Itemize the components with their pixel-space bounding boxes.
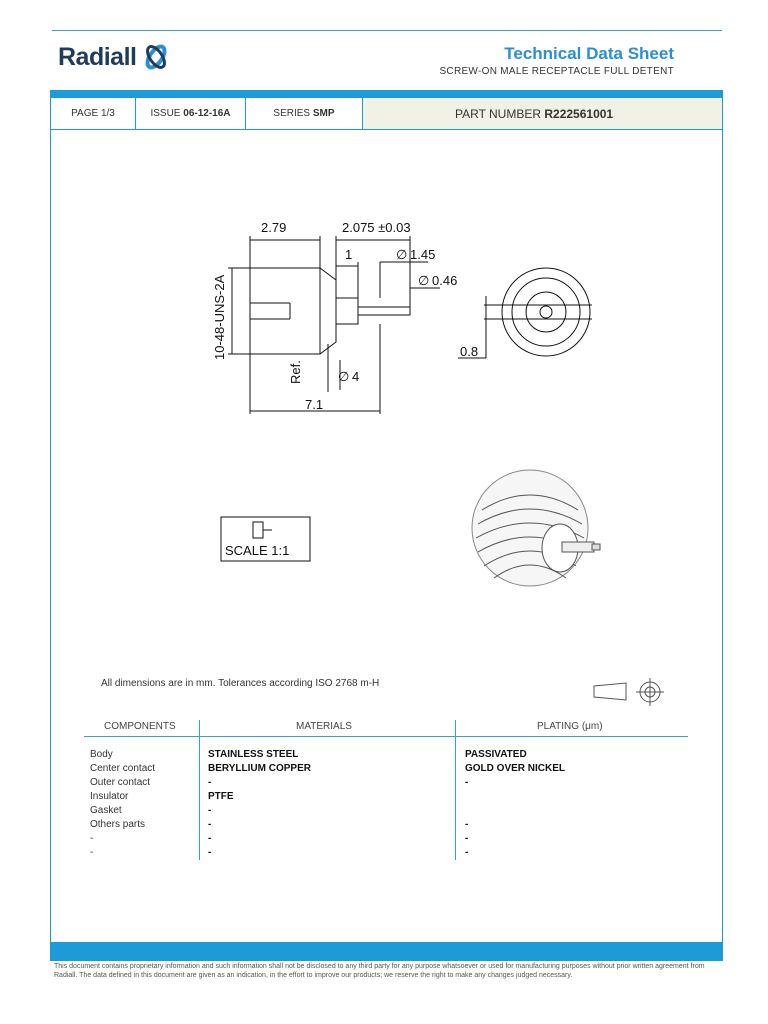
end-view-outer: [502, 268, 590, 356]
issue-value: 06-12-16A: [183, 108, 231, 119]
issue-label: ISSUE: [150, 108, 181, 119]
dim-2075: 2.075 ±0.03: [342, 220, 411, 235]
col-header-plating: PLATING (μm): [537, 721, 603, 732]
table-cell: -: [208, 833, 212, 844]
scale-icon: [253, 522, 263, 538]
table-cell: -: [208, 777, 212, 788]
end-view-pin: [540, 306, 552, 318]
table-cell: Center contact: [90, 763, 156, 774]
table-cell: PTFE: [208, 791, 234, 802]
dia-4: 4: [352, 369, 360, 384]
components-column: [90, 748, 155, 860]
legal-disclaimer: This document contains proprietary information and such information shall not be disclosed to any third party for any purpose whatsoever or used for manufacturing purposes without prior written agreement from Radiall. The data defined in this document are given as an indication, in the effort to improve our products; we reserve the right to make any changes judged necessary.: [54, 963, 705, 979]
thread-spec: 10-48-UNS-2A: [212, 274, 227, 360]
col-header-components: COMPONENTS: [104, 721, 176, 732]
table-cell: [465, 790, 565, 804]
table-cell: -: [208, 819, 212, 830]
table-cell: Body: [90, 749, 113, 760]
table-cell: -: [90, 847, 94, 858]
ref-label: Ref.: [288, 360, 303, 384]
center-pin: [358, 307, 410, 315]
body-chamfer: [320, 268, 336, 354]
document-title: Technical Data Sheet: [504, 44, 674, 63]
table-cell: Insulator: [90, 791, 129, 802]
table-divider-1: [199, 720, 200, 860]
page-label: PAGE: [71, 108, 99, 119]
dia-046: 0.46: [432, 273, 458, 288]
table-cell: -: [208, 805, 212, 816]
part-number-label: PART NUMBER: [455, 106, 542, 121]
part-number-value: R222561001: [544, 106, 614, 121]
table-cell: STAINLESS STEEL: [208, 749, 299, 760]
end-view-body: [512, 278, 580, 346]
col-header-materials: MATERIALS: [296, 721, 352, 732]
scale-label: SCALE 1:1: [225, 543, 290, 558]
table-cell: -: [465, 819, 469, 830]
materials-column: [208, 748, 311, 860]
table-cell: -: [465, 833, 469, 844]
table-cell: Others parts: [90, 819, 146, 830]
table-cell: Gasket: [90, 805, 122, 816]
connector-3d-view: [472, 470, 600, 586]
table-cell: -: [208, 847, 212, 858]
page-value: 1/3: [100, 108, 115, 119]
dim-08: 0.8: [460, 344, 479, 359]
table-cell: GOLD OVER NICKEL: [465, 763, 566, 774]
dim-71: 7.1: [305, 397, 324, 412]
series-label: SERIES: [273, 108, 311, 119]
table-cell: BERYLLIUM COPPER: [208, 763, 311, 774]
dim-279: 2.79: [261, 220, 287, 235]
table-header-rule: [84, 736, 688, 737]
table-cell: [465, 804, 565, 818]
table-cell: -: [465, 777, 469, 788]
table-cell: -: [465, 847, 469, 858]
end-view-insulator: [526, 292, 566, 332]
insulator-step: [336, 298, 358, 324]
series-value: SMP: [312, 108, 335, 119]
table-cell: PASSIVATED: [465, 749, 527, 760]
dia-sym-4: ∅: [338, 369, 350, 384]
table-cell: Outer contact: [90, 777, 151, 788]
table-divider-2: [455, 720, 456, 860]
dia-145: 1.45: [410, 247, 436, 262]
dimensions-note: All dimensions are in mm. Tolerances according ISO 2768 m-H: [101, 678, 380, 689]
table-cell: -: [90, 833, 94, 844]
dia-sym-145: ∅: [396, 247, 408, 262]
dim-1: 1: [345, 247, 353, 262]
body-thread-outline: [250, 268, 320, 354]
logo-text: Radiall: [58, 42, 137, 71]
document-subtitle: SCREW-ON MALE RECEPTACLE FULL DETENT: [439, 66, 674, 77]
projection-symbol-icon: [594, 678, 664, 706]
plating-column: [465, 748, 565, 860]
dia-sym-046: ∅: [418, 273, 430, 288]
